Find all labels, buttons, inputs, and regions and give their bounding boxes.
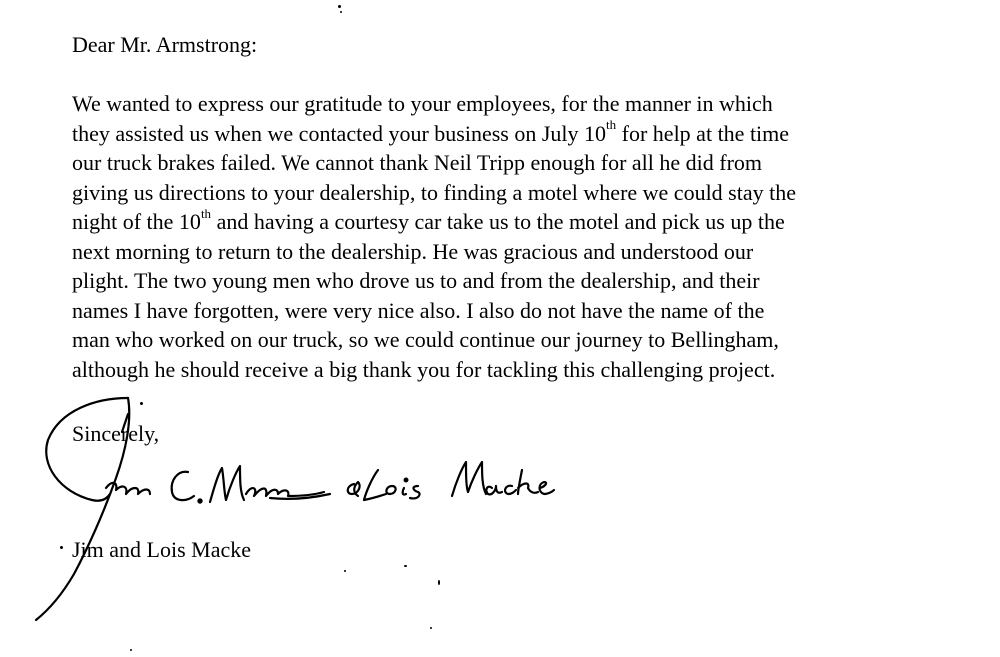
body-text-segment: for help at the time [616, 120, 790, 146]
body-text-segment: night of the 10 [72, 209, 201, 234]
body-line [72, 325, 972, 355]
scan-speck [338, 5, 341, 8]
scan-speck [438, 580, 440, 585]
signature-acke-stroke [246, 488, 324, 496]
signature-dot [198, 499, 201, 502]
signature-c-stroke [172, 472, 194, 500]
ordinal-suffix: th [200, 205, 212, 221]
signature-lois-stroke [364, 470, 386, 500]
body-line [72, 355, 972, 385]
letter-body [72, 89, 972, 384]
scan-speck [130, 649, 132, 651]
body-line [72, 207, 972, 237]
signature-macke-stroke-3 [505, 486, 516, 494]
body-text-segment: although he should receive a big thank you for tackling this challenging project. [72, 356, 776, 382]
signature-macke-stroke-4 [518, 470, 538, 494]
body-line [72, 148, 972, 178]
body-text-segment: names I have forgotten, were very nice also. I also do not have the name of the [72, 297, 765, 323]
signature-scribble-stroke [106, 483, 150, 494]
scan-speck [430, 627, 432, 629]
signature-lois-stroke-4 [410, 486, 420, 498]
signature-macke-stroke-5 [540, 482, 555, 494]
salutation: Dear Mr. Armstrong: [72, 32, 258, 57]
scan-speck [340, 11, 342, 13]
signature-loop-stroke [46, 398, 128, 501]
body-text-segment: man who worked on our truck, so we could continue our journey to Bellingham, [72, 327, 779, 352]
signature-ampersand-stroke [348, 482, 360, 496]
body-line [72, 178, 972, 208]
body-text-segment: We wanted to express our gratitude to your employees, for the manner in which [72, 91, 773, 116]
body-line [72, 266, 972, 296]
scan-speck [60, 546, 63, 549]
body-text-segment: giving us directions to your dealership, to finding a motel where we could stay the [72, 179, 797, 205]
signature-m-stroke [210, 466, 244, 502]
body-text-segment: our truck brakes failed. We cannot thank Neil Tripp enough for all he did from [72, 150, 763, 175]
signature-tail-stroke [270, 494, 330, 499]
scan-speck [404, 565, 407, 567]
body-line [72, 119, 972, 149]
signature-lois-stroke-3 [403, 488, 406, 495]
body-text-segment: next morning to return to the dealership. He was gracious and understood our [72, 238, 754, 264]
signature-macke-stroke [452, 462, 486, 496]
body-text-segment: and having a courtesy car take us to the motel and pick us up the [211, 209, 785, 234]
body-line [72, 296, 972, 326]
signature-lois-stroke-2 [386, 486, 395, 494]
signature-macke-stroke-2 [486, 486, 502, 494]
scan-speck [140, 402, 143, 405]
body-text-segment: they assisted us when we contacted your business on July 10 [72, 120, 607, 146]
ordinal-suffix: th [606, 117, 617, 133]
signer-names: Jim and Lois Macke [72, 537, 252, 562]
body-line [72, 237, 972, 267]
scan-speck [344, 570, 346, 572]
body-line [72, 89, 972, 119]
closing: Sincerely, [72, 421, 160, 446]
signature-dot [405, 479, 408, 482]
body-text-segment: plight. The two young men who drove us to and from the dealership, and their [72, 268, 760, 293]
